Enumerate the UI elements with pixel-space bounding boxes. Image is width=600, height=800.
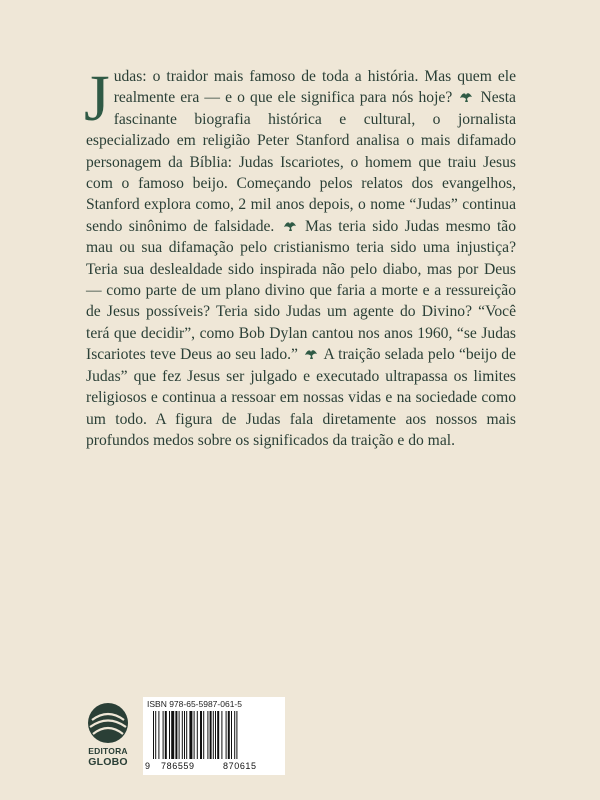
back-cover-blurb <box>84 62 517 451</box>
blurb-paragraph-1: udas: o traidor mais famoso de toda a história. Mas quem ele realmente era — e o que ele significa para nós hoje? <box>113 68 516 107</box>
blurb-paragraph-4: A traição selada pelo “beijo de Judas” que fez Jesus ser julgado e executado ultrapassa os limites religiosos e continua a ressoar em nossas vidas e na sociedade como um todo. A figura de Judas fala diretamente aos nossos mais profundos medos sobre os significados da traição e do mal. <box>86 346 516 449</box>
isbn-label: ISBN 978-65-5987-061-5 <box>147 699 242 709</box>
fleuron-icon <box>304 348 318 360</box>
fleuron-icon <box>283 220 297 232</box>
publisher-name-line2: GLOBO <box>88 756 128 768</box>
blurb-paragraph-3: Mas teria sido Judas mesmo tão mau ou sua difamação pelo cristianismo teria sido uma injustiça? Teria sua deslealdade sido inspirada não pelo diabo, mas por Deus — como parte de um plano divino que faria a morte e a ressureição de Jesus possíveis? Teria sido Judas um agente do Divino? “Você terá que decidir”, como Bob Dylan cantou nos anos 1960, “se Judas Iscariotes teve Deus ao seu lado.” <box>86 217 517 364</box>
barcode-bars <box>151 711 279 761</box>
publisher-name-line1: EDITORA <box>88 746 128 756</box>
drop-cap: J <box>84 62 110 135</box>
fleuron-icon <box>459 91 473 103</box>
blurb-paragraph-2: Nesta fascinante biografia histórica e cultural, o jornalista especializado em religião Peter Stanford analisa o mais difamado personagem da Bíblia: Judas Iscariotes, o homem que traiu Jesus com o famoso beijo. Começando pelos relatos dos evangelhos, Stanford explora como, 2 mil anos depois, o nome “Judas” continua sendo sinônimo de falsidade. <box>86 89 516 235</box>
globe-logo-icon <box>84 700 132 780</box>
barcode-digit-first: 9 <box>145 761 151 771</box>
barcode-digits-group1: 786559 <box>161 761 195 771</box>
barcode-digits-group2: 870615 <box>223 761 257 771</box>
isbn-barcode <box>143 697 285 775</box>
